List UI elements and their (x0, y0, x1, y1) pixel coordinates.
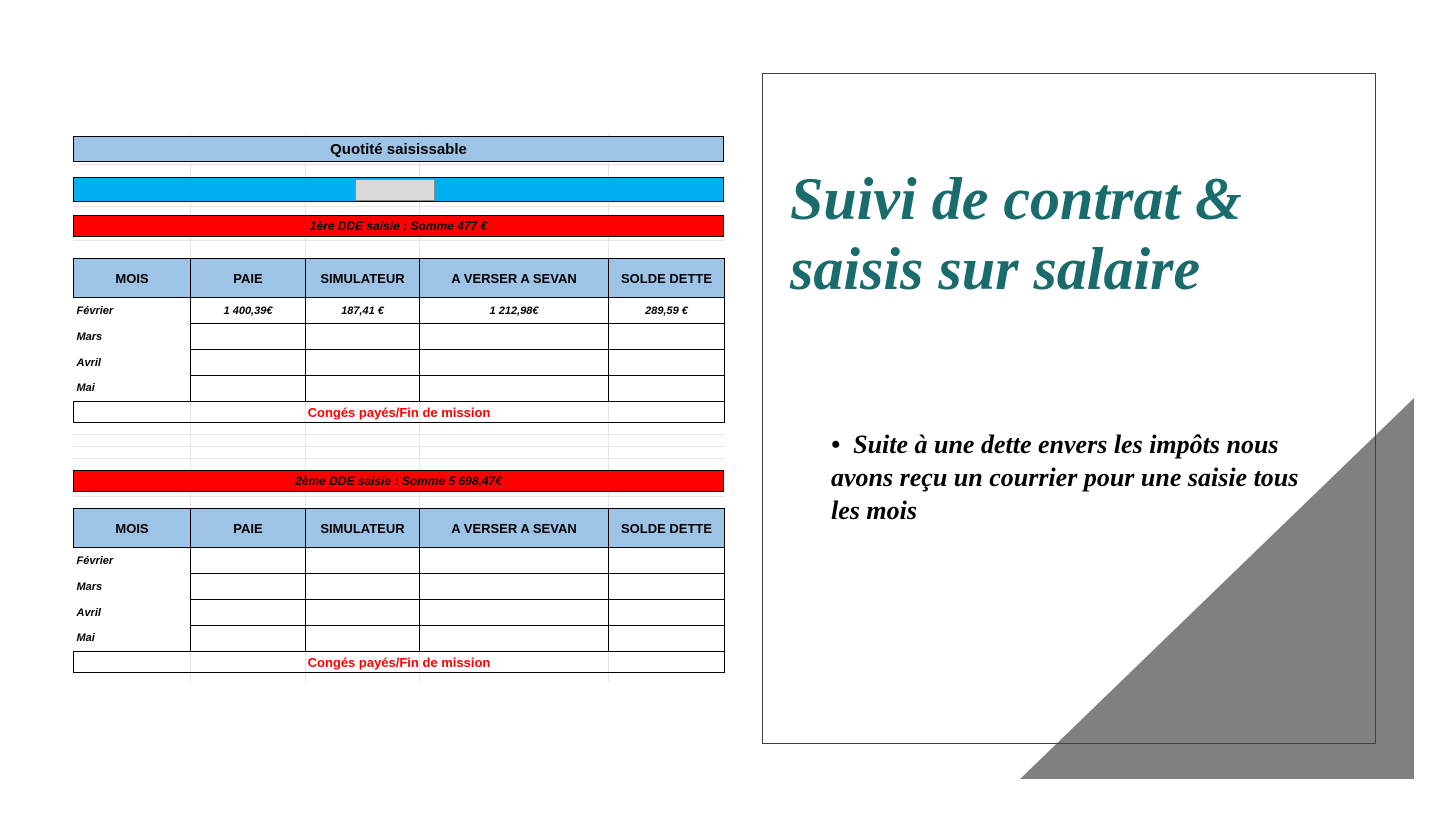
slide-title (790, 164, 1350, 304)
table-header-row (74, 259, 725, 298)
table-row (74, 350, 725, 376)
footer-note: Congés payés/Fin de mission (74, 402, 725, 423)
cell-solde (609, 600, 725, 626)
table-row (74, 298, 725, 324)
table-row (74, 626, 725, 652)
cell-mois: Février (74, 298, 191, 324)
col-header-solde: SOLDE DETTE (609, 509, 725, 548)
col-header-verser: A VERSER A SEVAN (420, 509, 609, 548)
cell-simulateur (306, 626, 420, 652)
cell-verser (420, 574, 609, 600)
table-second-saisie (73, 508, 725, 673)
cell-solde (609, 350, 725, 376)
footer-row (74, 652, 725, 673)
col-header-verser: A VERSER A SEVAN (420, 259, 609, 298)
section2-banner: 2ème DDE saisie : Somme 5 698,47€ (73, 470, 724, 492)
cell-verser (420, 626, 609, 652)
table-header-row (74, 509, 725, 548)
cell-mois: Mai (74, 376, 191, 402)
cell-solde (609, 574, 725, 600)
col-header-paie: PAIE (191, 259, 306, 298)
cell-solde: 289,59 € (609, 298, 725, 324)
cell-solde (609, 376, 725, 402)
section1-banner: 1ère DDE saisie : Somme 477 € (73, 215, 724, 237)
bullet-item (831, 428, 1311, 527)
sheet-title: Quotité saisissable (73, 136, 724, 162)
gridline (73, 206, 724, 207)
col-header-simulateur: SIMULATEUR (306, 509, 420, 548)
gridline (73, 458, 724, 459)
cell-paie (191, 600, 306, 626)
cell-simulateur: 187,41 € (306, 298, 420, 324)
cell-mois: Mai (74, 626, 191, 652)
cell-verser (420, 376, 609, 402)
cell-paie (191, 324, 306, 350)
cell-paie (191, 350, 306, 376)
table-row (74, 600, 725, 626)
col-header-mois: MOIS (74, 509, 191, 548)
footer-row (74, 402, 725, 423)
cell-solde (609, 626, 725, 652)
cell-simulateur (306, 548, 420, 574)
cell-verser (420, 548, 609, 574)
bullet-text: Suite à une dette envers les impôts nous avons reçu un courrier pour une saisie tous les mois (831, 430, 1299, 525)
footer-note: Congés payés/Fin de mission (74, 652, 725, 673)
cell-simulateur (306, 350, 420, 376)
cell-mois: Avril (74, 350, 191, 376)
spreadsheet-image (73, 134, 725, 682)
cell-paie: 1 400,39€ (191, 298, 306, 324)
col-header-paie: PAIE (191, 509, 306, 548)
table-row (74, 376, 725, 402)
gridline (73, 164, 724, 165)
cell-verser: 1 212,98€ (420, 298, 609, 324)
table-row (74, 548, 725, 574)
cell-mois: Février (74, 548, 191, 574)
cell-paie (191, 626, 306, 652)
selected-cell (355, 179, 435, 201)
slide-title-line2: saisis sur salaire (790, 236, 1201, 302)
cell-simulateur (306, 600, 420, 626)
cell-paie (191, 376, 306, 402)
col-header-mois: MOIS (74, 259, 191, 298)
cell-solde (609, 548, 725, 574)
cell-simulateur (306, 376, 420, 402)
gridline (73, 240, 724, 241)
bullet-marker: • (831, 430, 841, 459)
cell-mois: Mars (74, 324, 191, 350)
cell-simulateur (306, 574, 420, 600)
cell-verser (420, 600, 609, 626)
gridline (73, 446, 724, 447)
table-first-saisie (73, 258, 725, 423)
slide-title-line1: Suivi de contrat & (790, 166, 1242, 232)
cell-paie (191, 548, 306, 574)
cell-mois: Mars (74, 574, 191, 600)
cell-verser (420, 350, 609, 376)
cell-simulateur (306, 324, 420, 350)
gridline (73, 434, 724, 435)
cell-verser (420, 324, 609, 350)
cell-mois: Avril (74, 600, 191, 626)
table-row (74, 324, 725, 350)
col-header-solde: SOLDE DETTE (609, 259, 725, 298)
cell-solde (609, 324, 725, 350)
col-header-simulateur: SIMULATEUR (306, 259, 420, 298)
cell-paie (191, 574, 306, 600)
gridline (73, 496, 724, 497)
table-row (74, 574, 725, 600)
